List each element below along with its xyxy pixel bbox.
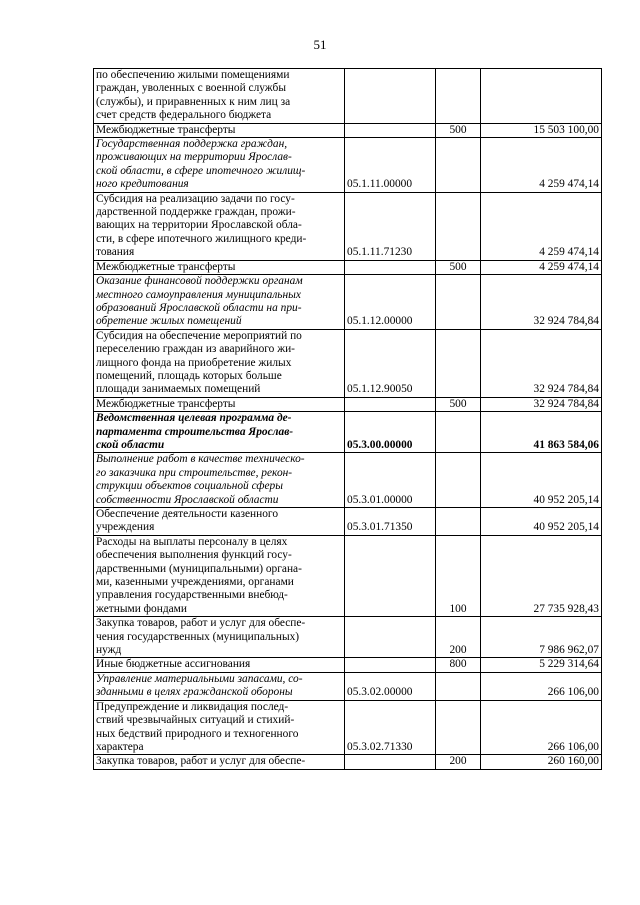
table-row — [94, 69, 602, 124]
expense-type-cell — [436, 275, 481, 330]
expense-name-cell — [94, 412, 345, 453]
table-row — [94, 329, 602, 397]
expense-type-cell — [436, 672, 481, 700]
expense-name-line: ного кредитования — [96, 178, 189, 191]
expense-name-line: Закупка товаров, работ и услуг для обеспе- — [96, 755, 306, 768]
expense-type-cell — [436, 508, 481, 536]
program-code-cell — [345, 658, 436, 672]
expense-name-cell — [94, 123, 345, 137]
program-code-cell: 05.1.12.00000 — [345, 275, 436, 330]
expense-name-cell — [94, 138, 345, 193]
expense-type-cell — [436, 69, 481, 124]
amount-cell: 27 735 928,43 — [481, 535, 602, 616]
expense-name-line: местного самоуправления муниципальных — [96, 288, 301, 301]
amount-cell: 266 106,00 — [481, 672, 602, 700]
program-code-cell: 05.3.02.00000 — [345, 672, 436, 700]
expense-type-cell: 100 — [436, 535, 481, 616]
expense-name-line: обретение жилых помещений — [96, 315, 242, 328]
table-row — [94, 453, 602, 508]
expense-name-line: Иные бюджетные ассигнования — [96, 658, 251, 671]
amount-cell: 32 924 784,84 — [481, 275, 602, 330]
program-code-cell — [345, 69, 436, 124]
expense-name-line: партамента строительства Ярослав- — [96, 425, 294, 438]
expense-name-line: учреждения — [96, 521, 155, 534]
expense-name-cell — [94, 672, 345, 700]
program-code-cell — [345, 535, 436, 616]
table-row — [94, 658, 602, 672]
table-row — [94, 535, 602, 616]
expense-name-line: Государственная поддержка граждан, — [96, 138, 288, 151]
amount-cell: 32 924 784,84 — [481, 329, 602, 397]
expense-name-line: Обеспечение деятельности казенного — [96, 508, 279, 520]
amount-cell: 4 259 474,14 — [481, 260, 602, 274]
amount-cell: 40 952 205,14 — [481, 453, 602, 508]
amount-cell: 7 986 962,07 — [481, 617, 602, 658]
table-row — [94, 755, 602, 769]
expense-type-cell: 500 — [436, 397, 481, 411]
expense-name-line: дарственными (муниципальными) органа- — [96, 562, 302, 575]
program-code-cell: 05.1.12.90050 — [345, 329, 436, 397]
expense-type-cell — [436, 453, 481, 508]
table-row — [94, 260, 602, 274]
expense-name-line: тования — [96, 246, 135, 259]
expense-name-line: Оказание финансовой поддержки органам — [96, 275, 303, 288]
table-row — [94, 275, 602, 330]
amount-cell: 40 952 205,14 — [481, 508, 602, 536]
amount-cell: 5 229 314,64 — [481, 658, 602, 672]
amount-cell: 4 259 474,14 — [481, 192, 602, 260]
table-row — [94, 138, 602, 193]
expense-name-line: управления государственными внебюд- — [96, 589, 288, 602]
expense-name-cell — [94, 755, 345, 769]
expense-name-line: лищного фонда на приобретение жилых — [96, 356, 292, 369]
expense-name-line: го заказчика при строительстве, рекон- — [96, 466, 293, 479]
expense-name-cell — [94, 397, 345, 411]
expense-type-cell — [436, 138, 481, 193]
expense-name-line: нужд — [96, 644, 122, 657]
program-code-cell — [345, 123, 436, 137]
amount-cell: 4 259 474,14 — [481, 138, 602, 193]
expense-name-line: Субсидия на реализацию задачи по госу- — [96, 192, 295, 205]
expense-name-cell — [94, 658, 345, 672]
expense-name-line: собственности Ярославской области — [96, 493, 279, 506]
table-row — [94, 700, 602, 755]
expense-name-line: дарственной поддержке граждан, прожи- — [96, 206, 296, 219]
expense-type-cell — [436, 192, 481, 260]
expense-name-cell — [94, 192, 345, 260]
expense-name-line: Межбюджетные трансферты — [96, 260, 236, 273]
table-row — [94, 123, 602, 137]
expense-name-line: вающих на территории Ярославской обла- — [96, 219, 302, 232]
expense-name-line: струкции объектов социальной сферы — [96, 480, 283, 493]
expense-name-cell — [94, 617, 345, 658]
expense-name-line: Межбюджетные трансферты — [96, 397, 236, 410]
expense-name-line: по обеспечению жилыми помещениями — [96, 69, 290, 81]
expense-name-line: Выполнение работ в качестве техническо- — [96, 453, 305, 466]
amount-cell: 266 106,00 — [481, 700, 602, 755]
expense-name-line: обеспечения выполнения функций госу- — [96, 549, 292, 562]
table-row — [94, 192, 602, 260]
program-code-cell: 05.1.11.71230 — [345, 192, 436, 260]
budget-table — [93, 68, 602, 770]
expense-name-line: ствий чрезвычайных ситуаций и стихий- — [96, 714, 295, 727]
table-row — [94, 412, 602, 453]
expense-name-cell — [94, 535, 345, 616]
expense-type-cell — [436, 700, 481, 755]
expense-type-cell: 500 — [436, 260, 481, 274]
expense-name-cell — [94, 453, 345, 508]
expense-type-cell: 500 — [436, 123, 481, 137]
program-code-cell: 05.1.11.00000 — [345, 138, 436, 193]
expense-name-line: Ведомственная целевая программа де- — [96, 412, 292, 425]
program-code-cell — [345, 755, 436, 769]
expense-name-cell — [94, 275, 345, 330]
expense-name-line: зданными в целях гражданской обороны — [96, 686, 293, 699]
table-row — [94, 617, 602, 658]
expense-name-line: образований Ярославской области на при- — [96, 301, 302, 314]
expense-name-line: счет средств федерального бюджета — [96, 109, 272, 122]
expense-name-line: Управление материальными запасами, со- — [96, 672, 303, 685]
expense-name-cell — [94, 700, 345, 755]
program-code-cell: 05.3.00.00000 — [345, 412, 436, 453]
expense-name-line: Предупреждение и ликвидация послед- — [96, 700, 289, 713]
expense-name-line: помещений, площадь которых больше — [96, 369, 282, 382]
program-code-cell — [345, 260, 436, 274]
expense-name-line: чения государственных (муниципальных) — [96, 630, 300, 643]
expense-name-line: ми, казенными учреждениями, органами — [96, 576, 294, 589]
expense-name-line: характера — [96, 740, 144, 753]
expense-type-cell: 800 — [436, 658, 481, 672]
expense-type-cell: 200 — [436, 755, 481, 769]
page-number: 51 — [313, 37, 327, 52]
amount-cell: 32 924 784,84 — [481, 397, 602, 411]
expense-name-cell — [94, 260, 345, 274]
expense-name-line: ской области — [96, 438, 165, 451]
expense-name-line: проживающих на территории Ярослав- — [96, 151, 292, 164]
expense-name-line: Расходы на выплаты персоналу в целях — [96, 535, 288, 548]
amount-cell: 260 160,00 — [481, 755, 602, 769]
expense-name-line: Закупка товаров, работ и услуг для обеспе- — [96, 617, 306, 630]
program-code-cell: 05.3.02.71330 — [345, 700, 436, 755]
expense-name-line: переселению граждан из аварийного жи- — [96, 343, 295, 356]
expense-name-line: Субсидия на обеспечение мероприятий по — [96, 329, 302, 342]
amount-cell: 41 863 584,06 — [481, 412, 602, 453]
table-row — [94, 672, 602, 700]
expense-name-cell — [94, 69, 345, 124]
expense-name-line: площади занимаемых помещений — [96, 383, 261, 396]
table-row — [94, 508, 602, 536]
expense-name-line: сти, в сфере ипотечного жилищного креди- — [96, 232, 307, 245]
expense-name-line: ных бедствий природного и техногенного — [96, 727, 299, 740]
expense-name-cell — [94, 329, 345, 397]
expense-name-line: ской области, в сфере ипотечного жилищ- — [96, 164, 306, 177]
program-code-cell — [345, 617, 436, 658]
amount-cell: 15 503 100,00 — [481, 123, 602, 137]
program-code-cell — [345, 397, 436, 411]
table-row — [94, 397, 602, 411]
amount-cell — [481, 69, 602, 124]
expense-name-line: граждан, уволенных с военной службы — [96, 82, 286, 95]
expense-name-line: жетными фондами — [96, 602, 187, 615]
expense-type-cell — [436, 412, 481, 453]
expense-name-line: (службы), и приравненных к ним лиц за — [96, 95, 291, 108]
program-code-cell: 05.3.01.71350 — [345, 508, 436, 536]
expense-name-line: Межбюджетные трансферты — [96, 123, 236, 136]
expense-name-cell — [94, 508, 345, 536]
expense-type-cell — [436, 329, 481, 397]
expense-type-cell: 200 — [436, 617, 481, 658]
program-code-cell: 05.3.01.00000 — [345, 453, 436, 508]
